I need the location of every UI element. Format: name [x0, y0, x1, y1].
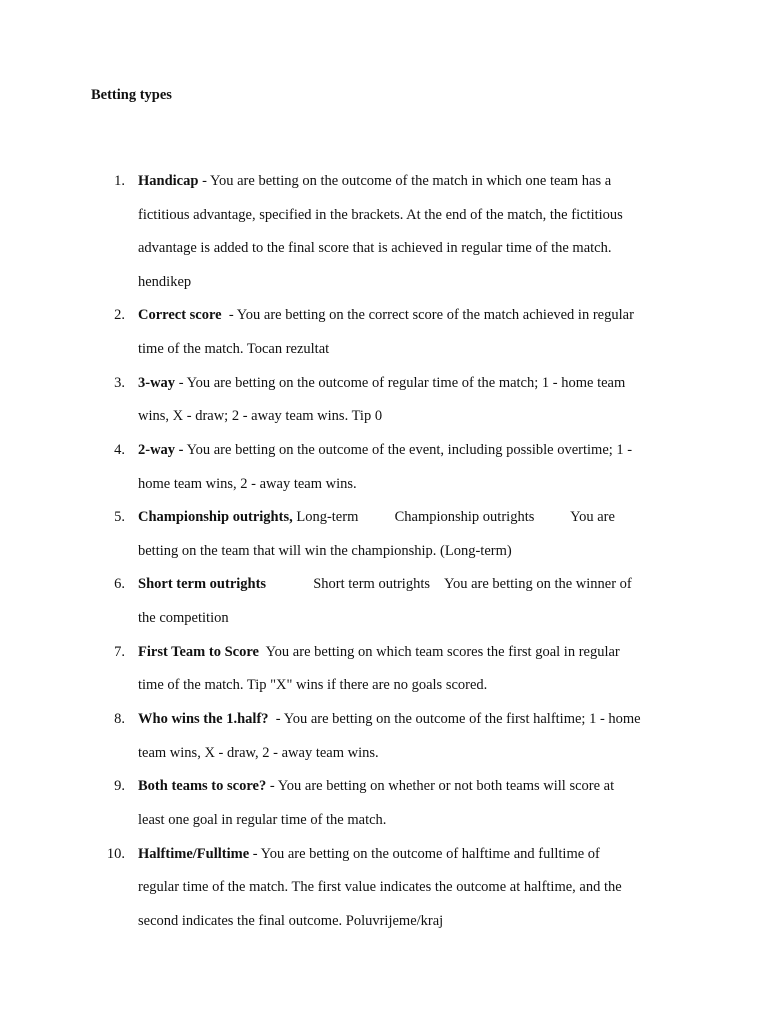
list-item-line	[138, 306, 634, 324]
list-item-text: You are betting on which team scores the first goal in regular	[258, 644, 620, 660]
list-item-term: Correct score	[138, 307, 222, 323]
list-item-text: wins, X - draw; 2 - away team wins. Tip 0	[138, 408, 383, 424]
list-item-number: 3.	[114, 375, 125, 391]
list-item-term: Championship outrights,	[138, 509, 293, 525]
list-item-text: team wins, X - draw, 2 - away team wins.	[138, 745, 379, 761]
list-item-line	[138, 575, 632, 593]
list-item-number: 10.	[106, 846, 125, 862]
list-item-line	[138, 777, 614, 795]
list-item-text: the competition	[138, 610, 229, 626]
list-item-text: second indicates the final outcome. Poluvrijeme/kraj	[138, 913, 444, 929]
list-item-text: least one goal in regular time of the match.	[138, 812, 387, 828]
list-item-text: - You are betting on the outcome of the match in which one team has a	[198, 173, 612, 189]
list-item-term: Who wins the 1.half?	[138, 711, 269, 727]
list-item-number: 9.	[114, 778, 125, 794]
list-item-term: 3-way	[138, 375, 176, 391]
list-item-term: 2-way -	[138, 442, 184, 458]
list-item-text: - You are betting on the outcome of halftime and fulltime of	[249, 846, 600, 862]
list-item-line	[138, 172, 611, 190]
list-item-term: Short term outrights	[138, 576, 267, 592]
list-item-line	[138, 441, 632, 459]
list-item-number: 5.	[114, 509, 125, 525]
list-item-number: 2.	[114, 307, 125, 323]
list-item-term: Both teams to score?	[138, 778, 267, 794]
list-item-text: fictitious advantage, specified in the brackets. At the end of the match, the fictitious	[138, 207, 623, 223]
list-item-text: hendikep	[138, 274, 192, 290]
list-item-text: Long-term Championship outrights You are	[292, 509, 615, 525]
list-item-number: 4.	[114, 442, 125, 458]
list-item-line	[138, 508, 615, 526]
list-item-text: - You are betting on the outcome of regular time of the match; 1 - home team	[175, 375, 626, 391]
list-item-line	[138, 374, 625, 392]
list-item-term: Halftime/Fulltime	[138, 846, 250, 862]
list-item-line	[138, 710, 641, 728]
list-item-text: You are betting on the outcome of the event, including possible overtime; 1 -	[183, 442, 633, 458]
list-item-number: 7.	[114, 644, 125, 660]
list-item-term: First Team to Score	[138, 644, 259, 660]
document-title: Betting types	[91, 87, 172, 103]
list-item-text: - You are betting on whether or not both teams will score at	[266, 778, 615, 794]
list-item-text: time of the match. Tocan rezultat	[138, 341, 330, 357]
list-item-term: Handicap	[138, 173, 199, 189]
list-item-line	[138, 845, 600, 863]
list-item-line	[138, 643, 620, 661]
list-item-text: - You are betting on the outcome of the first halftime; 1 - home	[268, 711, 641, 727]
list-item-text: betting on the team that will win the championship. (Long-term)	[138, 543, 512, 559]
list-item-text: regular time of the match. The first value indicates the outcome at halftime, and the	[138, 879, 622, 895]
list-item-text: time of the match. Tip "X" wins if there are no goals scored.	[138, 677, 488, 693]
list-item-text: advantage is added to the final score that is achieved in regular time of the match.	[138, 240, 612, 256]
list-item-text: Short term outrights You are betting on the winner of	[266, 576, 632, 592]
list-item-text: - You are betting on the correct score of the match achieved in regular	[221, 307, 634, 323]
list-item-number: 1.	[114, 173, 125, 189]
list-item-number: 8.	[114, 711, 125, 727]
list-item-text: home team wins, 2 - away team wins.	[138, 476, 357, 492]
list-item-number: 6.	[114, 576, 125, 592]
